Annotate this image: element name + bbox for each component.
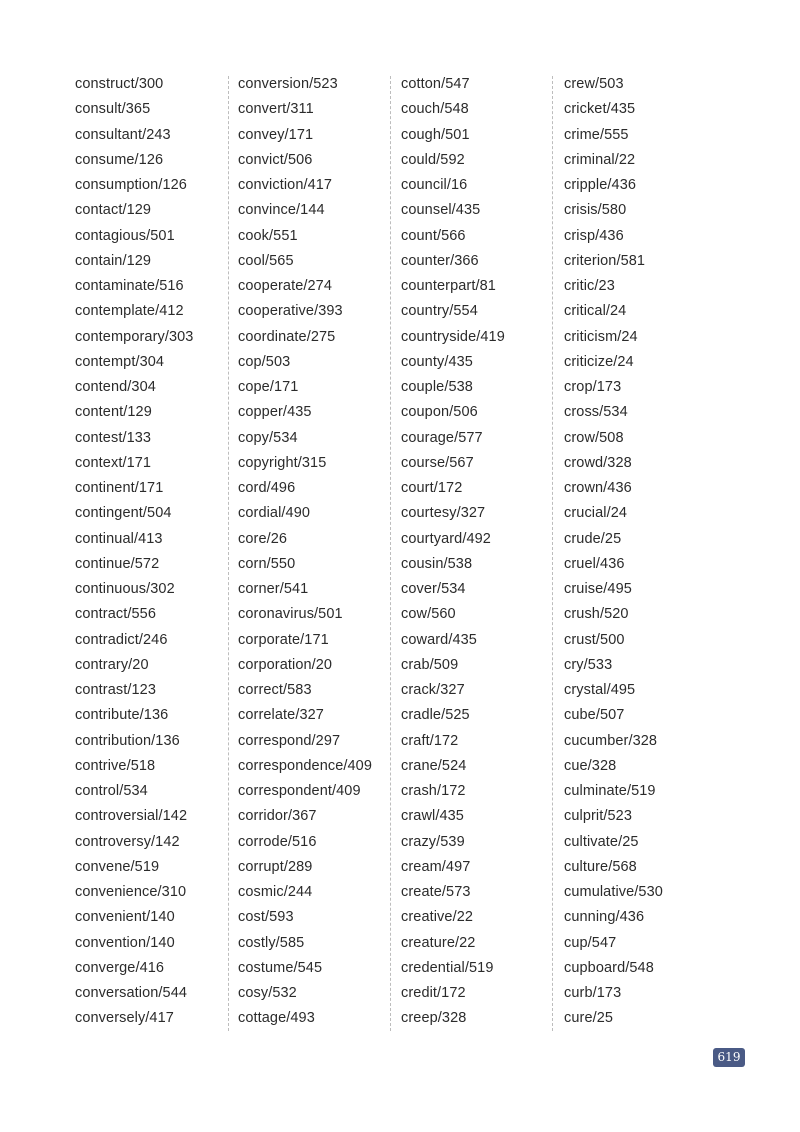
index-entry: correlate/327: [238, 707, 324, 724]
index-entry: crystal/495: [564, 682, 636, 698]
index-entry: cricket/435: [564, 101, 636, 118]
index-entry: corporate/171: [238, 631, 329, 648]
index-entry: cost/593: [238, 909, 294, 926]
index-entry: corrode/516: [238, 833, 317, 850]
index-entry: culprit/523: [564, 808, 632, 825]
index-entry: continual/413: [75, 530, 163, 547]
index-entry: contemplate/412: [75, 303, 184, 320]
index-entry: contrary/20: [75, 656, 149, 673]
index-entry: controversy/142: [75, 833, 180, 850]
index-entry: cough/501: [401, 126, 470, 143]
index-entry: cup/547: [564, 934, 617, 951]
index-entry: corn/550: [238, 555, 296, 572]
index-entry: contempt/304: [75, 353, 165, 370]
index-entry: cradle/525: [401, 707, 470, 724]
index-entry: council/16: [401, 177, 468, 193]
index-entry: correspondent/409: [238, 783, 361, 799]
index-entry: course/567: [401, 454, 474, 471]
index-entry: correspond/297: [238, 732, 341, 749]
index-entry: coordinate/275: [238, 328, 336, 345]
index-entry: convert/311: [238, 101, 314, 118]
index-entry: crew/503: [564, 76, 624, 92]
index-entry: cop/503: [238, 353, 291, 370]
index-entry: crab/509: [401, 656, 459, 673]
index-entry: crow/508: [564, 429, 624, 446]
index-entry: culture/568: [564, 858, 637, 875]
index-entry: contingent/504: [75, 505, 172, 522]
index-entry: counter/366: [401, 252, 479, 269]
index-entry: critical/24: [564, 303, 627, 320]
index-entry: crowd/328: [564, 454, 632, 471]
index-entry: crime/555: [564, 126, 629, 143]
index-entry: courage/577: [401, 429, 483, 446]
index-entry: cord/496: [238, 480, 296, 496]
index-column-3: [401, 72, 551, 1032]
index-entry: cottage/493: [238, 1010, 315, 1027]
index-entry: content/129: [75, 404, 152, 421]
index-entry: continent/171: [75, 480, 164, 496]
index-entry: costume/545: [238, 959, 323, 976]
index-entry: crack/327: [401, 682, 465, 698]
index-entry: couple/538: [401, 379, 473, 395]
index-entry: crust/500: [564, 631, 625, 648]
index-entry: cucumber/328: [564, 732, 658, 749]
index-entry: credit/172: [401, 985, 466, 1001]
index-entry: court/172: [401, 480, 463, 496]
index-entry: correct/583: [238, 682, 312, 698]
index-entry: cotton/547: [401, 76, 470, 92]
index-entry: criminal/22: [564, 151, 636, 168]
index-entry: crisis/580: [564, 202, 627, 219]
index-entry: corrupt/289: [238, 858, 313, 875]
index-entry: courtesy/327: [401, 505, 486, 522]
index-entry: creep/328: [401, 1010, 467, 1027]
column-divider: [228, 76, 229, 1031]
index-entry: continue/572: [75, 555, 160, 572]
index-entry: cousin/538: [401, 555, 473, 572]
index-entry: cream/497: [401, 858, 471, 875]
index-entry: criticize/24: [564, 353, 634, 370]
index-entry: criticism/24: [564, 328, 638, 345]
index-entry: critic/23: [564, 278, 615, 294]
index-entry: continuous/302: [75, 581, 175, 597]
index-entry: convey/171: [238, 126, 314, 143]
index-entry: cumulative/530: [564, 884, 663, 900]
index-entry: convene/519: [75, 858, 160, 875]
index-entry: contaminate/516: [75, 278, 184, 294]
index-entry: cunning/436: [564, 909, 645, 926]
index-entry: contrast/123: [75, 682, 156, 698]
index-entry: cosy/532: [238, 985, 297, 1001]
index-entry: couch/548: [401, 101, 469, 118]
index-entry: control/534: [75, 783, 148, 799]
index-entry: cupboard/548: [564, 959, 654, 976]
index-entry: contact/129: [75, 202, 152, 219]
index-entry: conversation/544: [75, 985, 188, 1001]
index-entry: cross/534: [564, 404, 628, 421]
index-entry: coupon/506: [401, 404, 478, 421]
index-entry: cosmic/244: [238, 884, 313, 900]
index-entry: converge/416: [75, 959, 165, 976]
index-entry: cow/560: [401, 606, 456, 623]
index-entry: cure/25: [564, 1010, 614, 1027]
index-entry: cube/507: [564, 707, 625, 724]
index-entry: cover/534: [401, 581, 466, 597]
index-entry: consultant/243: [75, 126, 171, 143]
index-entry: creative/22: [401, 909, 474, 926]
index-column-1: [75, 72, 225, 1032]
index-entry: contribute/136: [75, 707, 169, 724]
index-entry: conviction/417: [238, 177, 333, 193]
index-entry: could/592: [401, 151, 465, 168]
index-entry: contain/129: [75, 252, 152, 269]
column-divider: [552, 76, 553, 1031]
index-entry: coward/435: [401, 631, 477, 648]
index-entry: convince/144: [238, 202, 325, 219]
index-entry: consume/126: [75, 151, 164, 168]
index-entry: copy/534: [238, 429, 298, 446]
index-entry: contribution/136: [75, 732, 180, 749]
index-entry: crawl/435: [401, 808, 464, 825]
index-entry: cultivate/25: [564, 833, 639, 850]
index-entry: crane/524: [401, 757, 467, 774]
index-entry: credential/519: [401, 959, 494, 976]
index-entry: contend/304: [75, 379, 156, 395]
index-entry: correspondence/409: [238, 757, 373, 774]
index-entry: crop/173: [564, 379, 622, 395]
index-entry: conversion/523: [238, 76, 338, 92]
index-entry: country/554: [401, 303, 478, 320]
index-entry: context/171: [75, 454, 152, 471]
index-entry: cooperative/393: [238, 303, 343, 320]
page-number-badge: 619: [713, 1048, 745, 1067]
index-entry: convenience/310: [75, 884, 187, 900]
index-entry: core/26: [238, 530, 288, 547]
index-entry: cordial/490: [238, 505, 311, 522]
index-entry: cool/565: [238, 252, 294, 269]
index-entry: crazy/539: [401, 833, 465, 850]
index-entry: contradict/246: [75, 631, 168, 648]
index-entry: contagious/501: [75, 227, 175, 244]
index-entry: copper/435: [238, 404, 312, 421]
column-divider: [390, 76, 391, 1031]
index-column-4: [564, 72, 714, 1032]
index-entry: corridor/367: [238, 808, 317, 825]
index-entry: criterion/581: [564, 252, 646, 269]
index-entry: corporation/20: [238, 656, 333, 673]
index-entry: consumption/126: [75, 177, 187, 193]
index-entry: county/435: [401, 353, 473, 370]
index-entry: crude/25: [564, 530, 622, 547]
index-entry: controversial/142: [75, 808, 188, 825]
index-entry: cruise/495: [564, 581, 632, 597]
index-entry: construct/300: [75, 76, 164, 92]
index-column-2: [238, 72, 388, 1032]
index-entry: crown/436: [564, 480, 632, 496]
index-entry: conversely/417: [75, 1010, 174, 1027]
index-entry: convention/140: [75, 934, 175, 951]
index-entry: crisp/436: [564, 227, 624, 244]
index-entry: craft/172: [401, 732, 459, 749]
index-entry: costly/585: [238, 934, 305, 951]
index-entry: counsel/435: [401, 202, 481, 219]
index-entry: create/573: [401, 884, 471, 900]
index-entry: crash/172: [401, 783, 466, 799]
index-entry: cope/171: [238, 379, 299, 395]
index-entry: countryside/419: [401, 328, 505, 345]
index-entry: creature/22: [401, 934, 476, 951]
index-entry: cook/551: [238, 227, 298, 244]
index-entry: cripple/436: [564, 177, 637, 193]
index-entry: courtyard/492: [401, 530, 491, 547]
index-entry: crucial/24: [564, 505, 628, 522]
index-entry: crush/520: [564, 606, 629, 623]
index-entry: coronavirus/501: [238, 606, 343, 623]
index-entry: count/566: [401, 227, 466, 244]
index-entry: curb/173: [564, 985, 622, 1001]
index-entry: cruel/436: [564, 555, 625, 572]
index-entry: contemporary/303: [75, 328, 194, 345]
index-entry: consult/365: [75, 101, 151, 118]
index-entry: convenient/140: [75, 909, 175, 926]
index-entry: counterpart/81: [401, 278, 496, 294]
index-entry: culminate/519: [564, 783, 656, 799]
index-entry: cue/328: [564, 757, 617, 774]
index-entry: corner/541: [238, 581, 309, 597]
index-entry: contest/133: [75, 429, 152, 446]
index-entry: cry/533: [564, 656, 613, 673]
index-entry: contrive/518: [75, 757, 156, 774]
index-entry: contract/556: [75, 606, 156, 623]
index-entry: convict/506: [238, 151, 313, 168]
index-entry: cooperate/274: [238, 278, 333, 294]
index-entry: copyright/315: [238, 454, 327, 471]
